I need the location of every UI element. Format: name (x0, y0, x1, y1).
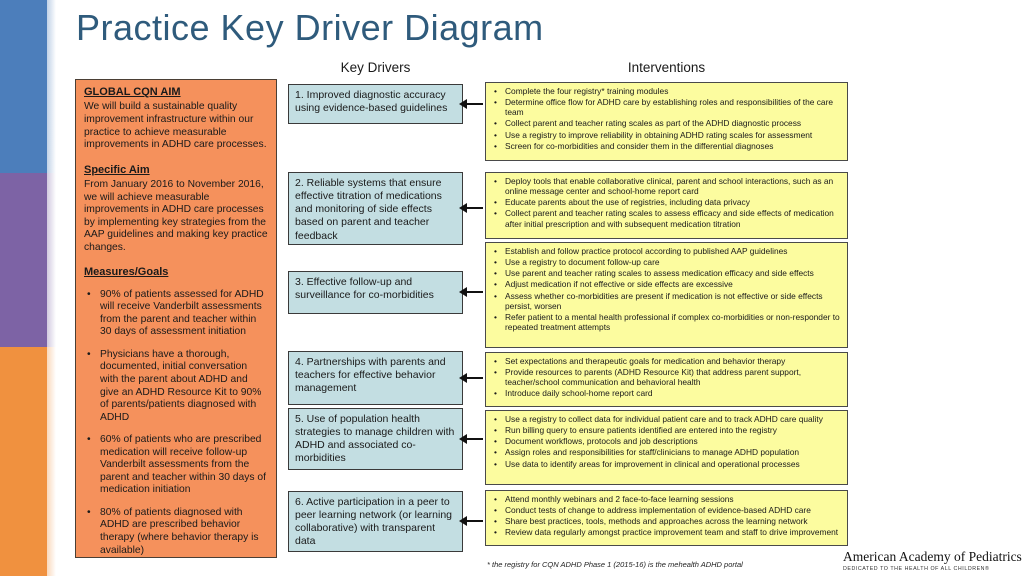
bullet-item: • Assign roles and responsibilities for staff/clinicians to manage ADHD population (492, 447, 841, 457)
intervention-box-2 (485, 172, 848, 239)
specific-aim-body: From January 2016 to November 2016, we will achieve measurable improvements in ADHD care processes by implementing key strategies from the AAP guidelines and making key practice changes. (84, 179, 268, 253)
bullet-item: • Complete the four registry* training modules (492, 86, 841, 96)
left-arrow-icon (466, 291, 483, 293)
accent-bar-orange (0, 347, 47, 576)
specific-aim-section (84, 164, 268, 255)
measures-goals-heading: Measures/Goals (84, 266, 169, 279)
bullet-item: • Refer patient to a mental health professional if complex co-morbidities or non-responder to repeated treatment attempts (492, 312, 841, 332)
intervention-box-6 (485, 490, 848, 546)
accent-bar-purple (0, 173, 47, 347)
page-title: Practice Key Driver Diagram (76, 7, 544, 48)
intervention-box-4 (485, 352, 848, 407)
global-aim-heading: GLOBAL CQN AIM (84, 86, 181, 98)
measures-goals-section (84, 266, 268, 557)
bullet-item: • Screen for co-morbidities and consider them in the differential diagnoses (492, 141, 841, 151)
bullet-item: • Establish and follow practice protocol according to published AAP guidelines (492, 246, 841, 256)
bullet-item: • Use a registry to improve reliability in obtaining ADHD rating scales for assessment (492, 130, 841, 140)
interventions-header: Interventions (627, 60, 706, 75)
bullet-item: • Share best practices, tools, methods and approaches across the learning network (492, 516, 841, 526)
bullet-item: • Determine office flow for ADHD care by establishing roles and responsibilities of the care team (492, 97, 841, 117)
left-arrow-icon (466, 377, 483, 379)
intervention-box-3 (485, 242, 848, 348)
intervention-box-5 (485, 410, 848, 485)
bullet-item: • Assess whether co-morbidities are present if medication is not effective or side effects persist, worsen (492, 291, 841, 311)
bullet-item: • Introduce daily school-home report card (492, 388, 841, 398)
bullet-item: • Conduct tests of change to address implementation of evidence-based ADHD care (492, 505, 841, 515)
bullet-item: • Document workflows, protocols and job descriptions (492, 436, 841, 446)
bullet-item: • Collect parent and teacher rating scales to assess efficacy and side effects of medication after initial prescription and with subsequent medication titration (492, 208, 841, 228)
left-arrow-icon (466, 438, 483, 440)
bullet-item: • Use a registry to document follow-up care (492, 257, 841, 267)
bullet-item: • Provide resources to parents (ADHD Resource Kit) that address parent support, teacher/school communication and behavioral health (492, 367, 841, 387)
registry-footnote: * the registry for CQN ADHD Phase 1 (2015-16) is the mehealth ADHD portal (487, 560, 743, 569)
key-driver-box-5: 5. Use of population health strategies to manage children with ADHD and associated co-morbidities (288, 408, 463, 470)
intervention-list-6 (492, 494, 841, 538)
aap-logo-tagline: DEDICATED TO THE HEALTH OF ALL CHILDREN® (843, 565, 990, 572)
bullet-item: • 80% of patients diagnosed with ADHD are prescribed behavior therapy (where behavior therapy is available) (84, 507, 268, 557)
intervention-list-5 (492, 414, 841, 469)
bullet-item: • Review data regularly amongst practice improvement team and staff to drive improvement (492, 527, 841, 537)
measures-goals-list (84, 289, 268, 557)
aap-logo-name: American Academy of Pediatrics (843, 548, 1022, 564)
bullet-item: • Use a registry to collect data for individual patient care and to track ADHD care quality (492, 414, 841, 424)
intervention-list-1 (492, 86, 841, 151)
intervention-list-4 (492, 356, 841, 399)
left-arrow-icon (466, 103, 483, 105)
bullet-item: • Set expectations and therapeutic goals for medication and behavior therapy (492, 356, 841, 366)
aap-logo-text (843, 549, 1022, 572)
bullet-item: • 60% of patients who are prescribed medication will receive follow-up Vanderbilt assessments from the parent and teacher within 30 days of medication initiation (84, 434, 268, 497)
key-driver-box-2: 2. Reliable systems that ensure effective titration of medications and monitoring of side effects based on parent and teacher feedback (288, 172, 463, 245)
global-aim-box (75, 79, 277, 558)
left-arrow-icon (466, 520, 483, 522)
bullet-item: • Use parent and teacher rating scales to assess medication efficacy and side effects (492, 268, 841, 278)
bullet-item: • Physicians have a thorough, documented, initial conversation with the parent about ADHD and give an ADHD Resource Kit to 90% of parents/patients diagnosed with ADHD (84, 349, 268, 424)
key-drivers-header: Key Drivers (340, 60, 411, 75)
global-aim-body: We will build a sustainable quality improvement infrastructure within our practice to achieve measurable improvements in ADHD care processes. (84, 101, 267, 151)
key-driver-box-1: 1. Improved diagnostic accuracy using evidence-based guidelines (288, 84, 463, 124)
bullet-item: • Use data to identify areas for improvement in clinical and operational processes (492, 459, 841, 469)
bullet-item: • Adjust medication if not effective or side effects are excessive (492, 279, 841, 289)
bullet-item: • Deploy tools that enable collaborative clinical, parent and school interactions, such as an online message center and school-home report card (492, 176, 841, 196)
intervention-box-1 (485, 82, 848, 161)
key-driver-box-3: 3. Effective follow-up and surveillance for co-morbidities (288, 271, 463, 314)
aap-logo (843, 541, 1024, 579)
key-driver-box-6: 6. Active participation in a peer to peer learning network (or learning collaborative) with transparent data (288, 491, 463, 552)
intervention-list-3 (492, 246, 841, 332)
bullet-item: • Educate parents about the use of registries, including data privacy (492, 197, 841, 207)
accent-bar-blue (0, 0, 47, 173)
intervention-list-2 (492, 176, 841, 229)
bullet-item: • Collect parent and teacher rating scales as part of the ADHD diagnostic process (492, 118, 841, 128)
bullet-item: • Attend monthly webinars and 2 face-to-face learning sessions (492, 494, 841, 504)
left-arrow-icon (466, 207, 483, 209)
bullet-item: • 90% of patients assessed for ADHD will receive Vanderbilt assessments from the parent and teacher within 30 days of assessment initiation (84, 289, 268, 339)
bullet-item: • Run billing query to ensure patients identified are entered into the registry (492, 425, 841, 435)
key-driver-box-4: 4. Partnerships with parents and teachers for effective behavior management (288, 351, 463, 405)
global-aim-section (84, 86, 268, 152)
specific-aim-heading: Specific Aim (84, 163, 150, 176)
